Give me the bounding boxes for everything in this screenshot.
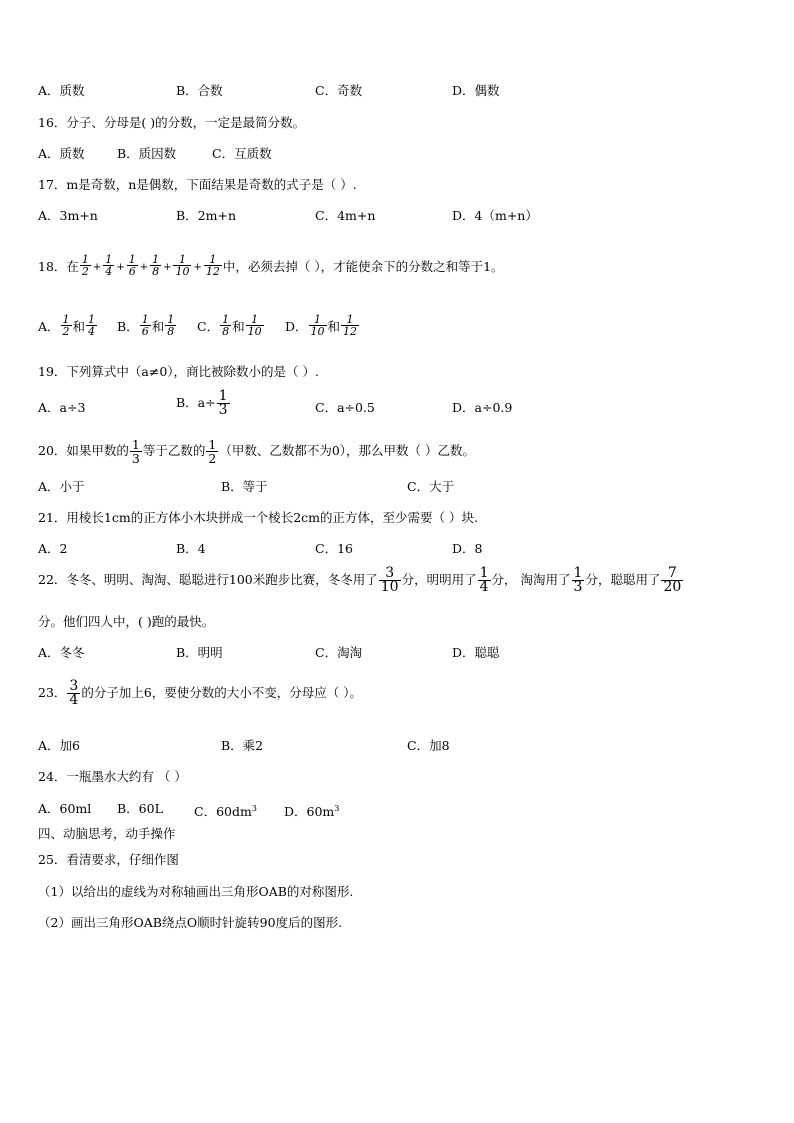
q17-option-d: D．4（m+n） (452, 208, 538, 223)
q15-option-b: B．合数 (176, 83, 223, 98)
q22-option-c: C．淘淘 (315, 645, 363, 660)
q18-frac-4: $\frac{1}{8}$ (152, 253, 160, 278)
q23-option-c: C．加8 (407, 738, 450, 753)
q23-stem: 23． $\frac{3}{4}$ 的分子加上6，要使分数的大小不变，分母应（ ）。 (38, 678, 363, 708)
q24-option-d: D．$60m^3$ (284, 804, 340, 820)
q24-option-a: A．60ml (38, 801, 92, 816)
q18-option-a: A． $\frac{1}{2}$ 和 $\frac{1}{4}$ (38, 313, 96, 338)
q22-stem: 22．冬冬、明明、淘淘、聪聪进行100米跑步比赛，冬冬用了 $\frac{3}{10}$ 分，明明用了 $\frac{1}{4}$ 分， 淘淘用了 $\frac{1}{3}$ 分，聪聪用了 $\frac{7}{20}$ (38, 565, 682, 595)
q20-option-c: C．大于 (407, 479, 455, 494)
q25-stem: 25．看清要求，仔细作图 (38, 852, 179, 867)
q25-sub-2: （2）画出三角形OAB绕点O顺时针旋转90度后的图形. (38, 915, 343, 930)
q17-option-b: B．2m+n (176, 208, 237, 223)
q18-stem: 18．在 $\frac{1}{2}$ + $\frac{1}{4}$ + $\frac{1}{6}$ + $\frac{1}{8}$ + $\frac{1}{10}$ + $\frac{1}{12}$ 中，必须去掉（ ），才能使余下的分数之和等于1。 (38, 253, 504, 278)
q20-option-a: A．小于 (38, 479, 85, 494)
q21-option-a: A．2 (38, 541, 68, 556)
q18-frac-2: $\frac{1}{4}$ (105, 253, 113, 278)
q21-option-c: C．16 (315, 541, 353, 556)
q19-option-d: D．a÷0.9 (452, 400, 513, 415)
q18-option-d: D． $\frac{1}{10}$ 和 $\frac{1}{12}$ (285, 313, 358, 338)
q18-frac-6: $\frac{1}{12}$ (205, 253, 220, 278)
q17-option-c: C．4m+n (315, 208, 376, 223)
q19-option-a: A．a÷3 (38, 400, 86, 415)
q19-option-b: B．a÷ $\frac{1}{3}$ (176, 388, 228, 418)
q23-option-a: A．加6 (38, 738, 80, 753)
section-4-heading: 四、动脑思考，动手操作 (38, 826, 176, 841)
q16-option-a: A．质数 (38, 146, 85, 161)
q15-option-a: A．质数 (38, 83, 85, 98)
q21-stem: 21．用棱长1cm的正方体小木块拼成一个棱长2cm的正方体，至少需要（ ）块. (38, 510, 478, 525)
q17-option-a: A．3m+n (38, 208, 98, 223)
q21-option-b: B．4 (176, 541, 206, 556)
q22-option-d: D．聪聪 (452, 645, 500, 660)
q21-option-d: D．8 (452, 541, 483, 556)
q15-option-c: C．奇数 (315, 83, 363, 98)
q18-frac-5: $\frac{1}{10}$ (175, 253, 190, 278)
q18-option-b: B． $\frac{1}{6}$ 和 $\frac{1}{8}$ (117, 313, 175, 338)
q22-option-b: B．明明 (176, 645, 223, 660)
q24-option-b: B．60L (117, 801, 163, 816)
q20-option-b: B．等于 (221, 479, 268, 494)
q15-option-d: D．偶数 (452, 83, 500, 98)
q19-option-c: C．a÷0.5 (315, 400, 375, 415)
q24-option-c: C．$60dm^3$ (194, 804, 257, 820)
q16-option-b: B．质因数 (117, 146, 177, 161)
q16-option-c: C．互质数 (212, 146, 272, 161)
q18-frac-3: $\frac{1}{6}$ (128, 253, 136, 278)
q24-stem: 24．一瓶墨水大约有 （ ） (38, 769, 187, 784)
q22-stem-line2: 分。他们四人中，( )跑的最快。 (38, 614, 215, 629)
q17-stem: 17．m是奇数，n是偶数，下面结果是奇数的式子是（ ）. (38, 177, 357, 192)
q22-option-a: A．冬冬 (38, 645, 85, 660)
q20-stem: 20．如果甲数的 $\frac{1}{3}$ 等于乙数的 $\frac{1}{2}$ （甲数、乙数都不为0），那么甲数（ ）乙数。 (38, 437, 476, 466)
q18-suffix: 中，必须去掉（ ），才能使余下的分数之和等于1。 (222, 259, 504, 274)
q25-sub-1: （1）以给出的虚线为对称轴画出三角形OAB的对称图形. (38, 884, 354, 899)
q18-prefix: 18．在 (38, 259, 79, 274)
q16-stem: 16．分子、分母是( )的分数，一定是最简分数。 (38, 115, 306, 130)
q19-stem: 19．下列算式中（a≠0），商比被除数小的是（ ）. (38, 364, 319, 379)
q23-option-b: B．乘2 (221, 738, 264, 753)
q18-frac-1: $\frac{1}{2}$ (81, 253, 89, 278)
q18-option-c: C． $\frac{1}{8}$ 和 $\frac{1}{10}$ (197, 313, 262, 338)
